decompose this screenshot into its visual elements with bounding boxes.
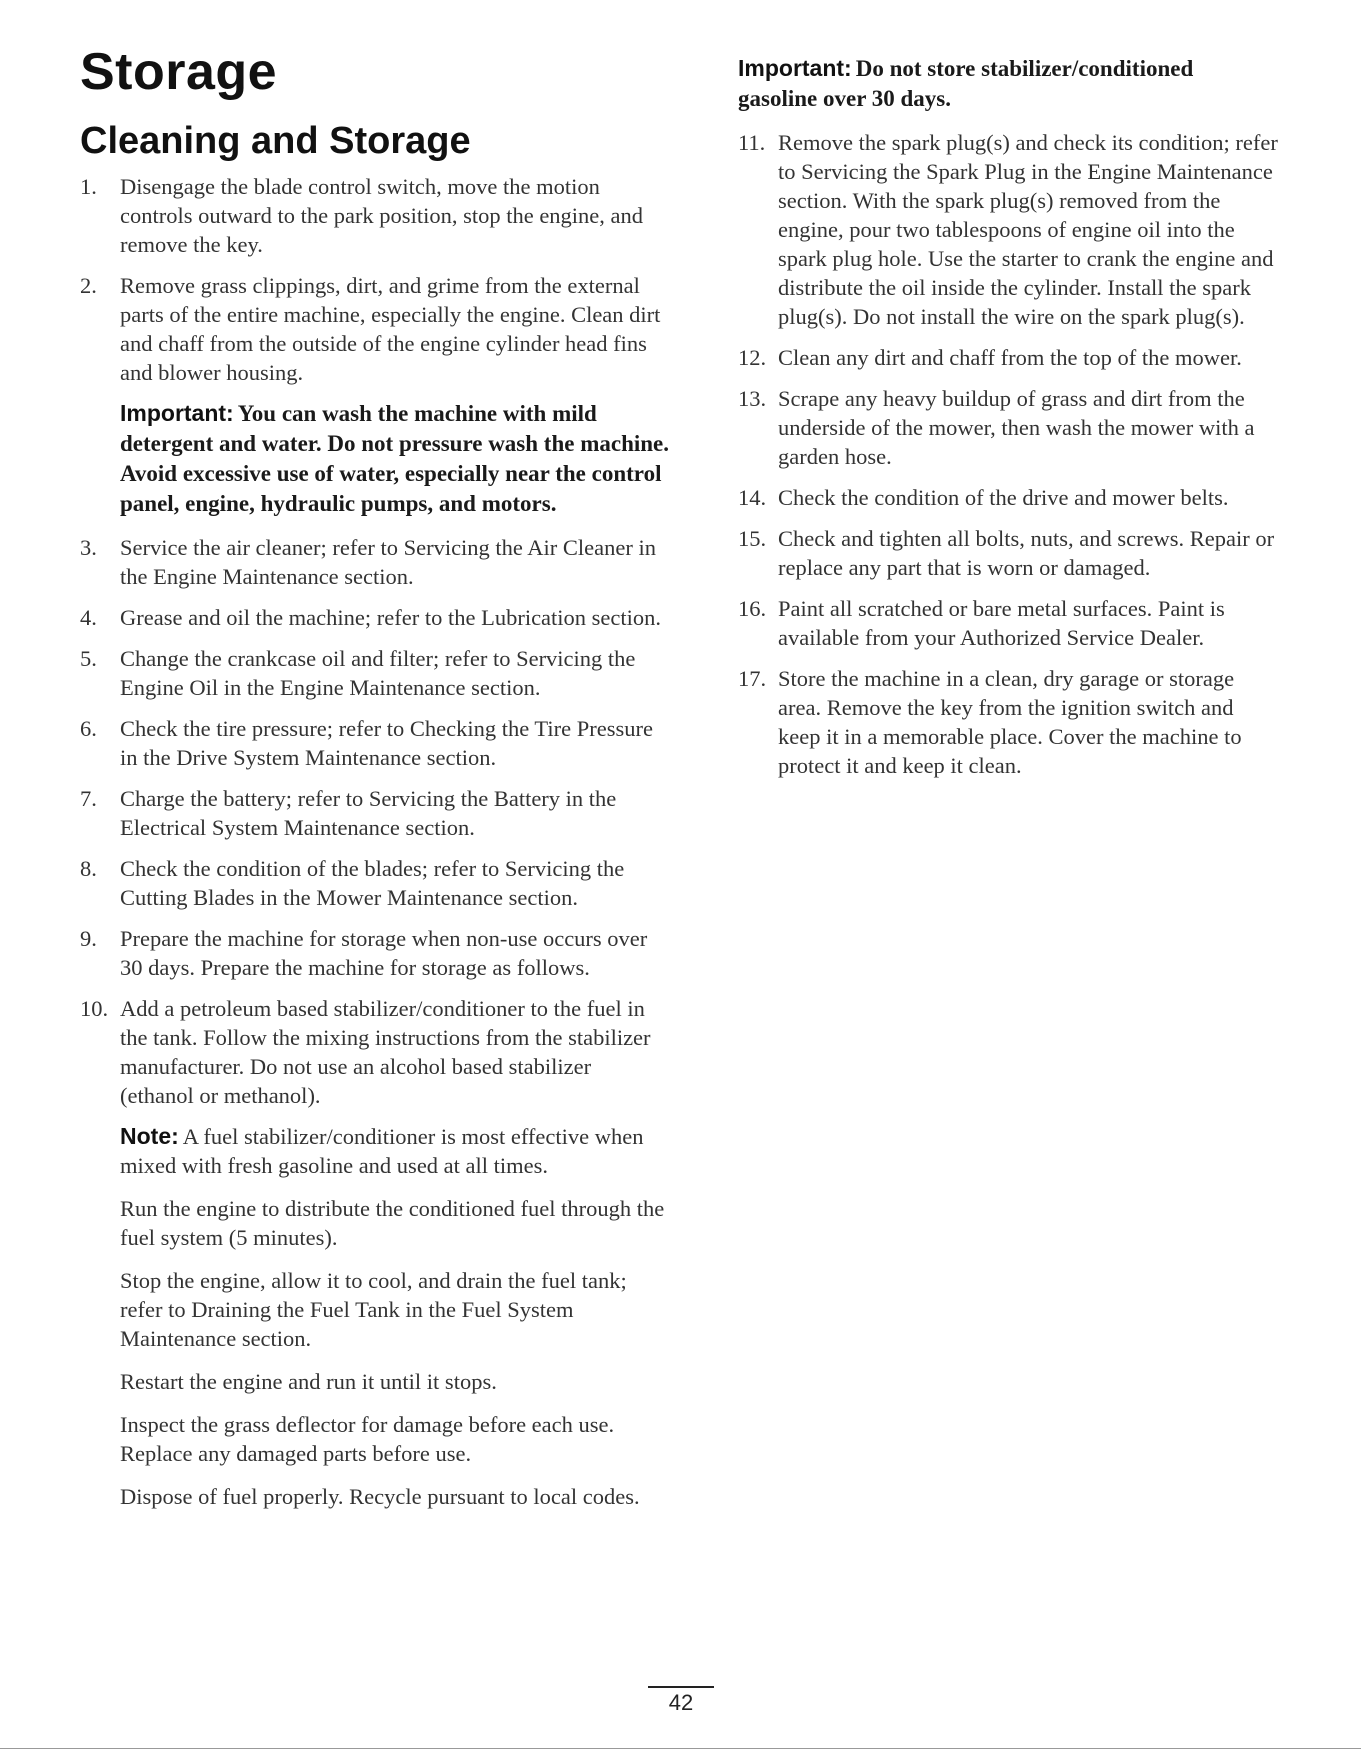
item-number: 2. — [80, 273, 97, 298]
list-item — [738, 343, 1278, 372]
item-number: 6. — [80, 716, 97, 741]
item-text: Service the air cleaner; refer to Servicing the Air Cleaner in the Engine Maintenance section. — [120, 535, 657, 589]
sub-paragraph: Inspect the grass deflector for damage before each use. Replace any damaged parts before use. — [120, 1412, 615, 1466]
item-text: Grease and oil the machine; refer to the Lubrication section. — [120, 605, 662, 630]
item-number: 12. — [738, 345, 767, 370]
note-block — [120, 1122, 670, 1180]
right-column — [738, 54, 1278, 792]
item-text: Check the tire pressure; refer to Checking the Tire Pressure in the Drive System Maintenance section. — [120, 716, 653, 770]
item-number: 16. — [738, 596, 767, 621]
item-text: Paint all scratched or bare metal surfaces. Paint is available from your Authorized Service Dealer. — [778, 596, 1225, 650]
item-number: 13. — [738, 386, 767, 411]
list-item — [80, 714, 670, 772]
sub-paragraph: Run the engine to distribute the conditioned fuel through the fuel system (5 minutes). — [120, 1196, 665, 1250]
important-text: Do not store stabilizer/conditioned gasoline over 30 days. — [738, 56, 1194, 111]
list-item — [80, 644, 670, 702]
item-text: Check the condition of the drive and mower belts. — [778, 485, 1229, 510]
list-item — [80, 172, 670, 259]
item-text: Scrape any heavy buildup of grass and dirt from the underside of the mower, then wash the mower with a garden hose. — [778, 386, 1255, 469]
important-note — [120, 399, 670, 519]
item-number: 15. — [738, 526, 767, 551]
important-label: Important: — [738, 55, 852, 81]
page-title: Storage — [80, 43, 278, 101]
list-item — [738, 594, 1278, 652]
item-text: Disengage the blade control switch, move the motion controls outward to the park position, stop the engine, and remove the key. — [120, 174, 644, 257]
list-item — [80, 271, 670, 387]
item-text: Prepare the machine for storage when non-use occurs over 30 days. Prepare the machine for storage as follows. — [120, 926, 648, 980]
item-text: Remove grass clippings, dirt, and grime from the external parts of the entire machine, especially the engine. Clean dirt and chaff from the outside of the engine cylinder head fins and blower housing. — [120, 273, 661, 385]
item-text: Check the condition of the blades; refer to Servicing the Cutting Blades in the Mower Maintenance section. — [120, 856, 625, 910]
list-item — [80, 854, 670, 912]
item-number: 17. — [738, 666, 767, 691]
list-item — [738, 524, 1278, 582]
note-label: Note: — [120, 1123, 179, 1149]
sub-paragraph: Dispose of fuel properly. Recycle pursuant to local codes. — [120, 1484, 640, 1509]
note-text: A fuel stabilizer/conditioner is most effective when mixed with fresh gasoline and used at all times. — [120, 1124, 644, 1178]
footer-divider — [648, 1686, 714, 1688]
item-number: 9. — [80, 926, 97, 951]
item-number: 4. — [80, 605, 97, 630]
item-number: 3. — [80, 535, 97, 560]
page-number: 42 — [668, 1690, 694, 1715]
item-text: Store the machine in a clean, dry garage or storage area. Remove the key from the ignition switch and keep it in a memorable place. Cover the machine to protect it and keep it clean. — [778, 666, 1242, 778]
sub-paragraph: Restart the engine and run it until it stops. — [120, 1369, 497, 1394]
item-text: Charge the battery; refer to Servicing the Battery in the Electrical System Maintenance section. — [120, 786, 617, 840]
left-column — [80, 172, 670, 1525]
item-text: Change the crankcase oil and filter; refer to Servicing the Engine Oil in the Engine Maintenance section. — [120, 646, 636, 700]
item-text: Check and tighten all bolts, nuts, and screws. Repair or replace any part that is worn or damaged. — [778, 526, 1275, 580]
list-item — [738, 483, 1278, 512]
list-item — [80, 603, 670, 632]
list-item — [738, 384, 1278, 471]
item-number: 14. — [738, 485, 767, 510]
list-item — [80, 533, 670, 591]
item-number: 10. — [80, 996, 109, 1021]
bottom-border — [0, 1748, 1361, 1749]
item-text: Clean any dirt and chaff from the top of the mower. — [778, 345, 1242, 370]
item-number: 11. — [738, 130, 766, 155]
item-text: Remove the spark plug(s) and check its condition; refer to Servicing the Spark Plug in the Engine Maintenance section. With the spark plug(s) removed from the engine, pour two tablespoons of engine oil into the spark plug hole. Use the starter to crank the engine and distribute the oil inside the cylinder. Install the spark plug(s). Do not install the wire on the spark plug(s). — [778, 130, 1278, 329]
item-number: 1. — [80, 174, 97, 199]
item-text: Add a petroleum based stabilizer/conditioner to the fuel in the tank. Follow the mixing instructions from the stabilizer manufacturer. Do not use an alcohol based stabilizer (ethanol or methanol). — [120, 996, 651, 1108]
important-text: You can wash the machine with mild detergent and water. Do not pressure wash the machine. Avoid excessive use of water, especially near the control panel, engine, hydraulic pumps, and motors. — [120, 401, 670, 516]
sub-paragraph: Stop the engine, allow it to cool, and drain the fuel tank; refer to Draining the Fuel Tank in the Fuel System Maintenance section. — [120, 1268, 627, 1351]
item-number: 7. — [80, 786, 97, 811]
item-number: 8. — [80, 856, 97, 881]
list-item — [80, 994, 670, 1110]
important-label: Important: — [120, 400, 234, 426]
list-item — [738, 664, 1278, 780]
list-item — [738, 128, 1278, 331]
list-item — [80, 924, 670, 982]
section-heading: Cleaning and Storage — [80, 120, 471, 162]
list-item — [80, 784, 670, 842]
item-number: 5. — [80, 646, 97, 671]
important-note — [738, 54, 1278, 114]
